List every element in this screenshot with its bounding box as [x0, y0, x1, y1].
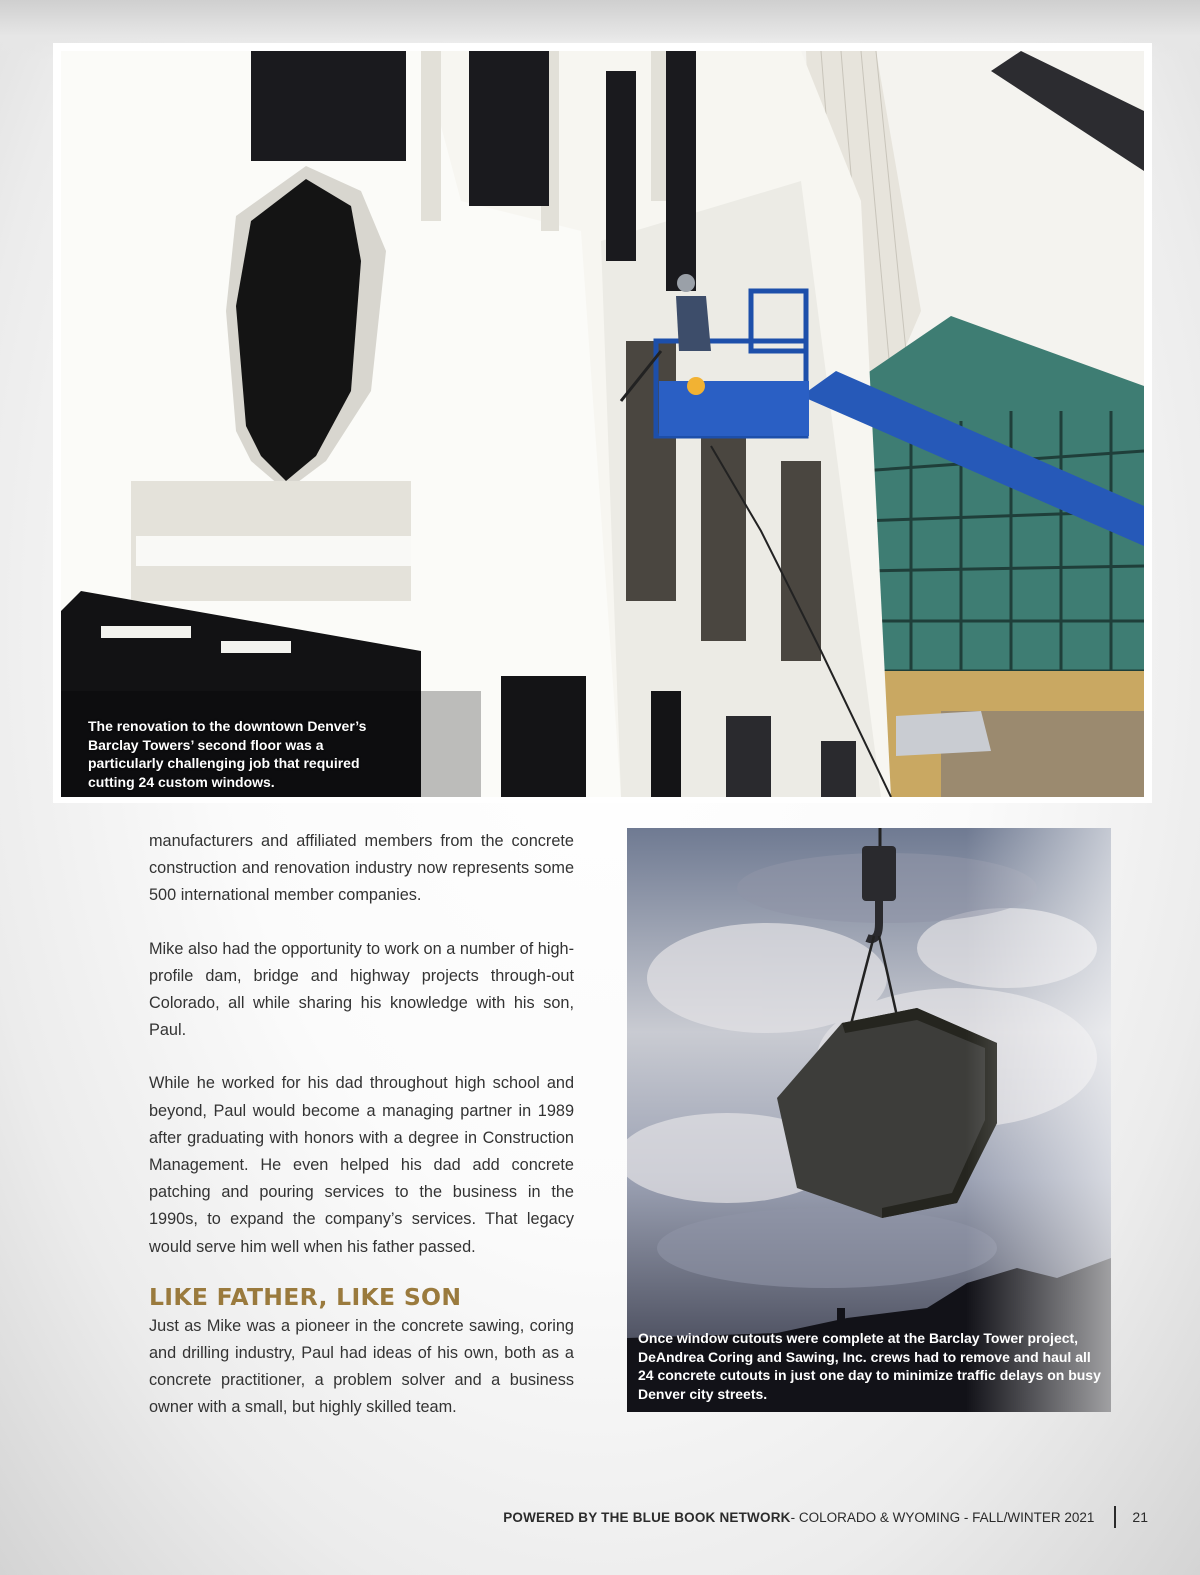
- body-paragraph: Just as Mike was a pioneer in the concrete sawing, coring and drilling industry, Paul had ideas of his own, both as a concrete practitioner, a problem solver and a business owner with a small, but highly skilled team.: [149, 1316, 574, 1417]
- article-body: [149, 828, 574, 1448]
- top-photo-caption: The renovation to the downtown Denver’s Barclay Towers’ second floor was a particularly challenging job that required cutting 24 custom windows.: [88, 718, 367, 790]
- building-renovation-photo-icon: [61, 51, 1144, 797]
- body-paragraph: While he worked for his dad throughout high school and beyond, Paul would become a managing partner in 1989 after graduating with honors with a degree in Construction Management. He even helped his dad add concrete patching and pouring services to the business in the 1990s, to expand the company’s services. That legacy would serve him well when his father passed.: [149, 1074, 574, 1256]
- footer-divider: [1114, 1506, 1116, 1528]
- section-heading: LIKE FATHER, LIKE SON: [149, 1282, 462, 1311]
- side-photo: [627, 828, 1111, 1412]
- page-number: 21: [1132, 1509, 1148, 1525]
- body-paragraph: Mike also had the opportunity to work on a number of high-profile dam, bridge and highway projects through-out Colorado, all while sharing his knowledge with his son, Paul.: [149, 939, 574, 1040]
- footer-edition: - COLORADO & WYOMING - FALL/WINTER 2021: [790, 1509, 1095, 1525]
- side-photo-caption: Once window cutouts were complete at the Barclay Tower project, DeAndrea Coring and Sawing, Inc. crews had to remove and haul all 24 concrete cutouts in just one day to minimize traffic delays on busy Denver city streets.: [638, 1330, 1101, 1402]
- crane-lifting-cutout-photo-icon: [627, 828, 1111, 1412]
- body-paragraph: manufacturers and affiliated members from the concrete construction and renovation industry now represents some 500 international member companies.: [149, 832, 574, 905]
- top-photo: [61, 51, 1144, 797]
- footer-brand: POWERED BY THE BLUE BOOK NETWORK: [503, 1509, 791, 1525]
- page-footer: [0, 1505, 1148, 1529]
